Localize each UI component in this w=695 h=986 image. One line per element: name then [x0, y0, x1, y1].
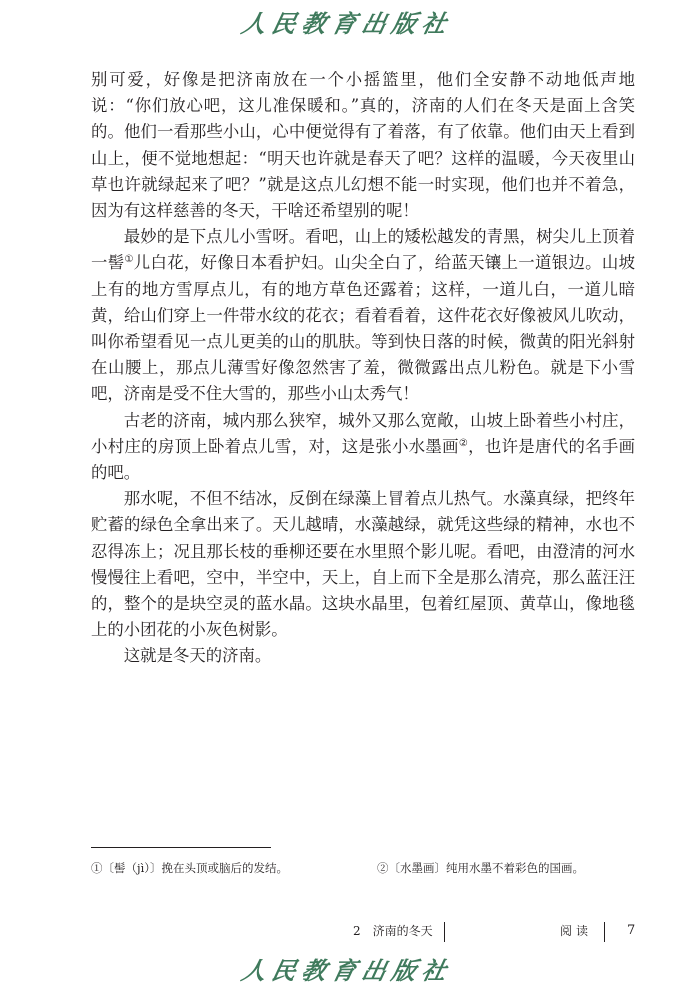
paragraph-text: 古老的济南，城内那么狭窄，城外又那么宽敞，山坡上卧着些小村庄，小村庄的房顶上卧着点儿雪，对，这是张小水墨画: [91, 410, 635, 456]
footnote-marker: ②: [377, 861, 389, 875]
paragraph-3: [91, 408, 635, 487]
footer-divider: [604, 922, 605, 942]
article-body: [91, 67, 635, 670]
paragraph-text: 那水呢，不但不结冰，反倒在绿藻上冒着点儿热气。水藻真绿，把终年贮蓄的绿色全拿出来了。天儿越晴，水藻越绿，就凭这些绿的精神，水也不忍得冻上；况且那长枝的垂柳还要在水里照个影儿呢。看吧，由澄清的河水慢慢往上看吧，空中，半空中，天上，自上而下全是那么清亮，那么蓝汪汪的，整个的是块空灵的蓝水晶。这块水晶里，包着红屋顶、黄草山，像地毯上的小团花的小灰色树影。: [91, 489, 635, 640]
footnote-1: [91, 860, 288, 876]
paragraph-text: 别可爱，好像是把济南放在一个小摇篮里，他们全安静不动地低声地说：“你们放心吧，这儿准保暖和。”真的，济南的人们在冬天是面上含笑的。他们一看那些小山，心中便觉得有了着落，有了依靠。他们由天上看到山上，便不觉地想起：“明天也许就是春天了吧？这样的温暖，今天夜里山草也许就绿起来了吧？”就是这点儿幻想不能一时实现，他们也并不着急，因为有这样慈善的冬天，干啥还希望别的呢！: [91, 70, 635, 221]
paragraph-text: ，也许是唐代的名手画的吧。: [91, 436, 636, 483]
footnote-divider: [91, 847, 271, 848]
footnote-definition: 挽在头顶或脑后的发结。: [161, 861, 288, 875]
footer-lesson-title: 2 济南的冬天: [353, 924, 433, 938]
paragraph-2: [91, 224, 635, 407]
paragraph-text: 最妙的是下点儿小雪呀。看吧，山上的矮松越发的青黑，树尖儿上顶着一髻: [91, 227, 635, 273]
paragraph-text: 这就是冬天的济南。: [123, 646, 272, 666]
footnote-2: [377, 860, 584, 876]
paragraph-1: [91, 67, 635, 224]
publisher-logo-top: 人民教育出版社: [238, 9, 456, 38]
footnote-term: 〔髻（jì）〕: [102, 861, 162, 875]
footnote-definition: 纯用水墨不着彩色的国画。: [446, 861, 584, 875]
footnote-ref-2[interactable]: ②: [458, 437, 469, 449]
footer-section-label: 阅读: [560, 924, 593, 938]
footnote-ref-1[interactable]: ①: [124, 254, 134, 266]
paragraph-text: 儿白花，好像日本看护妇。山尖全白了，给蓝天镶上一道银边。山坡上有的地方雪厚点儿，有的地方草色还露着；这样，一道儿白，一道儿暗黄，给山们穿上一件带水纹的花衣；看着看着，这件花衣好像被风儿吹动，叫你希望看见一点儿更美的山的肌肤。等到快日落的时候，微黄的阳光斜射在山腰上，那点儿薄雪好像忽然害了羞，微微露出点儿粉色。就是下小雪吧，济南是受不住大雪的，那些小山太秀气！: [91, 253, 636, 404]
footer-divider: [444, 922, 445, 942]
page-number: 7: [627, 923, 636, 938]
footnote-marker: ①: [91, 861, 103, 875]
paragraph-4: [91, 486, 635, 643]
footnote-term: 〔水墨画〕: [388, 861, 446, 875]
publisher-logo-bottom: 人民教育出版社: [238, 956, 456, 985]
paragraph-5: [91, 643, 635, 669]
